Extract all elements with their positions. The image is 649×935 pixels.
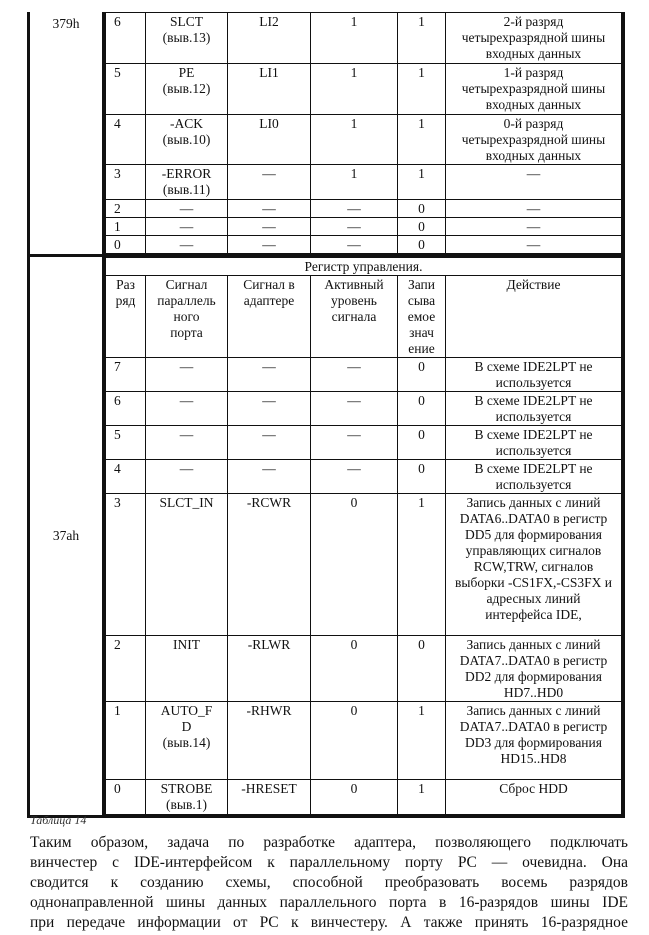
paragraph-line: при передаче информации от PC к винчестеру. А также принять 16-разрядное [30,914,628,931]
active-level-text: — [347,237,361,252]
value-cell [398,165,446,200]
value-cell [398,636,446,702]
header-active-level: Активный уровень сигнала [311,276,398,358]
port-signal-text: — [179,461,194,476]
value-text: 1 [418,781,425,796]
paragraph-line: винчестер с IDE-интерфейсом к параллельному порту PC — очевидна. Она [30,854,628,871]
register-37ah-table [105,257,622,815]
header-value: Запи сыва емое знач ение [398,276,446,358]
adapter-signal-cell [228,702,311,780]
adapter-signal-text: LI0 [259,116,279,131]
value-text: 1 [418,14,425,29]
port-signal-text: AUTO_F D [160,703,213,734]
active-level-cell [311,494,398,636]
port-signal-text: SLCT [169,14,203,29]
active-level-text: 0 [350,495,358,510]
port-signal-cell [146,115,228,165]
value-text: 0 [418,393,425,408]
action-cell [446,392,622,426]
action-cell [446,494,622,636]
adapter-signal-cell [228,460,311,494]
bit-cell [106,64,146,115]
active-level-cell [311,358,398,392]
active-level-cell [311,115,398,165]
adapter-signal-text: — [262,393,276,408]
action-cell [446,636,622,702]
value-cell [398,13,446,64]
active-level-text: 1 [350,14,358,29]
value-cell [398,702,446,780]
register-379h-cell [104,12,624,256]
adapter-signal-text: — [262,166,276,181]
action-text: В схеме IDE2LPT не используется [474,359,593,390]
action-text: 1-й разряд четырехразрядной шины входных данных [461,65,606,112]
value-cell [398,64,446,115]
table-caption: Таблица 14 [30,813,87,827]
adapter-signal-text: — [262,201,276,216]
active-level-text: — [347,359,361,374]
adapter-signal-cell [228,115,311,165]
action-text: 0-й разряд четырехразрядной шины входных данных [461,116,606,163]
port-signal-cell [146,494,228,636]
port-signal-cell [146,636,228,702]
adapter-signal-text: -HRESET [241,781,297,796]
adapter-signal-cell [228,494,311,636]
port-signal-cell [146,392,228,426]
action-cell [446,358,622,392]
adapter-signal-cell [228,200,311,218]
port-signal-text: — [179,427,194,442]
header-row [106,276,622,358]
action-cell [446,165,622,200]
paragraph-line: однонаправленной шины данных параллельного порта в 16-разрядов шины IDE [30,894,628,911]
action-text: Запись данных с линий DATA7..DATA0 в регистр DD3 для формирования HD15..HD8 [459,703,608,766]
action-cell [446,460,622,494]
value-text: 1 [418,166,425,181]
adapter-signal-text: LI1 [259,65,279,80]
value-text: 0 [418,201,425,216]
action-text: Запись данных с линий DATA7..DATA0 в регистр DD2 для формирования HD7..HD0 [459,637,608,700]
adapter-signal-cell [228,13,311,64]
adapter-signal-text: — [262,359,276,374]
active-level-cell [311,780,398,815]
table-row [106,236,622,254]
bit-cell [106,426,146,460]
active-level-cell [311,64,398,115]
action-text: — [526,219,541,234]
action-text: — [526,201,541,216]
active-level-cell [311,426,398,460]
adapter-signal-cell [228,358,311,392]
bit-text: 3 [114,166,121,181]
port-signal-cell [146,165,228,200]
table-row [106,218,622,236]
pin-text: (выв.14) [162,735,211,750]
active-level-cell [311,165,398,200]
header-port-signal: Сигнал параллель ного порта [146,276,228,358]
value-cell [398,236,446,254]
bit-cell [106,494,146,636]
port-signal-cell [146,200,228,218]
active-level-text: — [347,461,361,476]
active-level-text: — [347,427,361,442]
action-cell [446,218,622,236]
adapter-signal-text: -RLWR [247,637,291,652]
pin-text: (выв.13) [162,30,211,45]
port-signal-cell [146,460,228,494]
bit-cell [106,392,146,426]
action-cell [446,426,622,460]
pin-text: (выв.10) [162,132,211,147]
adapter-signal-text: -RHWR [246,703,292,718]
adapter-signal-cell [228,236,311,254]
bit-text: 3 [114,495,121,510]
bit-cell [106,460,146,494]
adapter-signal-cell [228,636,311,702]
adapter-signal-text: -RCWR [246,495,292,510]
active-level-cell [311,702,398,780]
bit-cell [106,636,146,702]
port-signal-cell [146,218,228,236]
active-level-text: — [347,201,361,216]
table-row [106,636,622,702]
port-signal-text: — [179,237,194,252]
pin-text: (выв.12) [162,81,211,96]
action-cell [446,13,622,64]
table-row [106,200,622,218]
active-level-text: 0 [350,703,358,718]
register-37ah-cell [104,256,624,817]
action-text: Сброс HDD [499,781,568,796]
action-text: В схеме IDE2LPT не используется [474,393,593,424]
section-title-row [106,258,622,276]
port-signal-text: — [179,393,194,408]
bit-cell [106,115,146,165]
value-text: 1 [418,65,425,80]
bit-text: 7 [114,359,121,374]
action-text: 2-й разряд четырехразрядной шины входных данных [461,14,606,61]
table-row [106,494,622,636]
header-action: Действие [446,276,622,358]
value-text: 0 [418,237,425,252]
bit-text: 5 [114,427,121,442]
pin-text: (выв.1) [166,797,207,812]
header-bit: Раз ряд [106,276,146,358]
active-level-text: 0 [350,781,358,796]
active-level-text: 0 [350,637,358,652]
register-379h-section [29,12,624,256]
action-cell [446,780,622,815]
value-cell [398,115,446,165]
adapter-signal-cell [228,165,311,200]
active-level-cell [311,460,398,494]
value-text: 0 [418,359,425,374]
pin-text: (выв.11) [162,182,211,197]
adapter-signal-cell [228,64,311,115]
value-cell [398,494,446,636]
active-level-cell [311,636,398,702]
action-cell [446,64,622,115]
bit-cell [106,358,146,392]
active-level-text: 1 [350,116,358,131]
value-cell [398,426,446,460]
bit-cell [106,780,146,815]
action-text: — [526,237,541,252]
active-level-cell [311,392,398,426]
port-signal-cell [146,358,228,392]
adapter-signal-text: — [262,461,276,476]
active-level-cell [311,236,398,254]
bit-text: 4 [114,461,121,476]
port-signal-cell [146,236,228,254]
bit-text: 2 [114,637,121,652]
port-signal-cell [146,64,228,115]
table-row [106,702,622,780]
value-cell [398,392,446,426]
action-text: В схеме IDE2LPT не используется [474,427,593,458]
value-text: 1 [418,703,425,718]
action-cell [446,115,622,165]
port-signal-text: -ERROR [161,166,212,181]
value-text: 0 [418,461,425,476]
value-text: 0 [418,637,425,652]
value-cell [398,460,446,494]
action-cell [446,702,622,780]
adapter-signal-cell [228,218,311,236]
bit-text: 0 [114,781,121,796]
adapter-signal-text: LI2 [259,14,279,29]
register-37ah-section [29,256,624,817]
value-cell [398,780,446,815]
bit-text: 1 [114,219,121,234]
register-379h-table [105,12,622,254]
paragraph-line: Таким образом, задача по разработке адаптера, позволяющего подключать [30,834,628,851]
bit-cell [106,218,146,236]
value-text: 1 [418,495,425,510]
register-address: 37ah [29,256,104,817]
active-level-cell [311,13,398,64]
active-level-cell [311,218,398,236]
value-text: 1 [418,116,425,131]
value-text: 0 [418,219,425,234]
active-level-text: 1 [350,65,358,80]
header-adapter-signal: Сигнал в адаптере [228,276,311,358]
value-text: 0 [418,427,425,442]
adapter-signal-cell [228,392,311,426]
table-row [106,64,622,115]
table-row [106,13,622,64]
bit-text: 0 [114,237,121,252]
adapter-signal-text: — [262,219,276,234]
value-cell [398,358,446,392]
bit-text: 2 [114,201,121,216]
table-row [106,115,622,165]
value-cell [398,218,446,236]
table-row [106,392,622,426]
action-text: — [526,166,541,181]
bit-cell [106,236,146,254]
action-cell [446,236,622,254]
table-row [106,460,622,494]
bit-text: 6 [114,393,121,408]
register-table [27,12,625,818]
paragraph-line: сводится к созданию схемы, способной преобразовать восемь разрядов [30,874,628,891]
bit-cell [106,13,146,64]
action-text: Запись данных с линий DATA6..DATA0 в регистр DD5 для формирования управляющих сигналов RCW,TRW, сигналов выборки -CS1FX,-CS3FX и адресных линий интерфейса IDE, [455,495,612,622]
adapter-signal-text: — [262,427,276,442]
value-cell [398,200,446,218]
port-signal-cell [146,702,228,780]
adapter-signal-text: — [262,237,276,252]
table-row [106,426,622,460]
table-row [106,165,622,200]
port-signal-text: — [179,359,194,374]
adapter-signal-cell [228,780,311,815]
table-row [106,780,622,815]
port-signal-text: SLCT_IN [159,495,214,510]
port-signal-cell [146,13,228,64]
bit-text: 6 [114,14,121,29]
active-level-text: — [347,219,361,234]
table-row [106,358,622,392]
port-signal-cell [146,426,228,460]
adapter-signal-cell [228,426,311,460]
active-level-text: — [347,393,361,408]
port-signal-text: PE [178,65,195,80]
port-signal-text: -ACK [170,116,203,131]
action-cell [446,200,622,218]
bit-text: 4 [114,116,121,131]
action-text: В схеме IDE2LPT не используется [474,461,593,492]
bit-cell [106,165,146,200]
section-title: Регистр управления. [106,258,622,276]
port-signal-cell [146,780,228,815]
register-address: 379h [29,12,104,256]
bit-cell [106,200,146,218]
port-signal-text: INIT [173,637,200,652]
bit-cell [106,702,146,780]
bit-text: 1 [114,703,121,718]
body-paragraph [30,833,628,933]
port-signal-text: — [179,219,194,234]
active-level-text: 1 [350,166,358,181]
port-signal-text: STROBE [160,781,213,796]
bit-text: 5 [114,65,121,80]
port-signal-text: — [179,201,194,216]
active-level-cell [311,200,398,218]
